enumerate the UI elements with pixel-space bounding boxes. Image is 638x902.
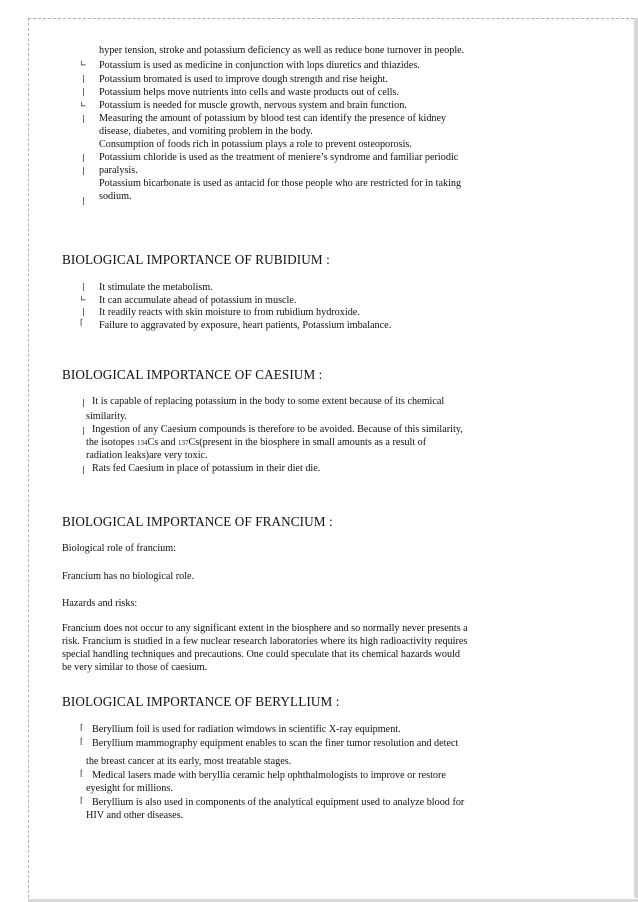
paragraph-line: special handling techniques and precautions. One could speculate that its chemical hazards would: [62, 649, 461, 660]
subheading: Biological role of francium:: [62, 543, 177, 554]
paragraph-line: Francium does not occur to any significant extent in the biosphere and so normally never presents a: [62, 623, 468, 634]
list-item: Ingestion of any Caesium compounds is therefore to be avoided. Because of this similarity,: [92, 424, 463, 435]
bullet-icon: |: [82, 196, 85, 205]
section-heading: BIOLOGICAL IMPORTANCE OF CAESIUM :: [62, 367, 323, 382]
list-item: Beryllium mammography equipment enables to scan the finer tumor resolution and detect: [92, 738, 459, 749]
list-item: hyper tension, stroke and potassium deficiency as well as reduce bone turnover in people.: [99, 45, 465, 56]
bullet-icon: |: [82, 426, 85, 435]
subheading: Hazards and risks:: [62, 598, 138, 609]
list-item: HIV and other diseases.: [86, 810, 184, 821]
isotope-line: [86, 437, 426, 449]
bullet-icon: ⌈: [80, 723, 84, 732]
section-heading: BIOLOGICAL IMPORTANCE OF FRANCIUM :: [62, 514, 333, 529]
list-item: disease, diabetes, and vomiting problem in the body.: [99, 126, 313, 137]
isotope-text: Cs and: [147, 437, 176, 448]
isotope-mass-137: 137: [178, 439, 189, 447]
list-item: Potassium bromated is used to improve dough strength and rise height.: [99, 74, 388, 85]
bullet-icon: |: [82, 166, 85, 175]
list-item: similarity.: [86, 411, 127, 422]
paragraph-line: risk. Francium is studied in a few nuclear research laboratories where its high radioactivity requires: [62, 636, 468, 647]
bullet-icon: ∟: [80, 294, 87, 303]
list-item: Potassium helps move nutrients into cells and waste products out of cells.: [99, 87, 399, 98]
list-item: Beryllium is also used in components of the analytical equipment used to analyze blood for: [92, 797, 465, 808]
bullet-icon: |: [82, 398, 85, 407]
bullet-icon: |: [82, 465, 85, 474]
list-item: the breast cancer at its early, most treatable stages.: [86, 756, 292, 767]
list-item: Potassium is needed for muscle growth, nervous system and brain function.: [99, 100, 407, 111]
paragraph-line: be very similar to those of caesium.: [62, 662, 208, 673]
list-item: It can accumulate ahead of potassium in muscle.: [99, 295, 297, 306]
bullet-icon: |: [82, 114, 85, 123]
bullet-icon: |: [82, 87, 85, 96]
list-item: Rats fed Caesium in place of potassium in their diet die.: [92, 463, 321, 474]
list-item: It readily reacts with skin moisture to from rubidium hydroxide.: [99, 307, 360, 318]
bullet-icon: ⌈: [80, 318, 84, 327]
bullet-icon: ∟: [80, 100, 87, 109]
section-heading: BIOLOGICAL IMPORTANCE OF BERYLLIUM :: [62, 694, 340, 709]
list-item: Medical lasers made with beryllia ceramic help ophthalmologists to improve or restore: [92, 770, 446, 781]
isotope-mass-134: 134: [136, 439, 148, 447]
list-item: paralysis.: [99, 165, 138, 176]
isotope-text: Cs(present in the biosphere in small amounts as a result of: [188, 437, 427, 448]
bullet-icon: ∟: [80, 59, 87, 68]
list-item: It is capable of replacing potassium in the body to some extent because of its chemical: [92, 396, 445, 407]
list-item: sodium.: [99, 191, 132, 202]
list-item: radiation leaks)are very toxic.: [86, 450, 208, 461]
bullet-icon: |: [82, 74, 85, 83]
bullet-icon: |: [82, 307, 85, 316]
list-item: It stimulate the metabolism.: [99, 282, 213, 293]
list-item: Potassium bicarbonate is used as antacid for those people who are restricted for in taking: [99, 178, 462, 189]
bullet-icon: ⌈: [80, 796, 84, 805]
bullet-icon: ⌈: [80, 769, 84, 778]
paragraph: Francium has no biological role.: [62, 571, 195, 582]
bullet-icon: |: [82, 282, 85, 291]
list-item: Consumption of foods rich in potassium plays a role to prevent osteoporosis.: [99, 139, 412, 150]
bullet-icon: ⌈: [80, 737, 84, 746]
list-item: Beryllium foil is used for radiation wimdows in scientific X-ray equipment.: [92, 724, 401, 735]
page-shadow-right: [634, 18, 638, 898]
list-item: Failure to aggravated by exposure, heart patients, Potassium imbalance.: [99, 320, 392, 331]
list-item: eyesight for millions.: [86, 783, 173, 794]
section-heading: BIOLOGICAL IMPORTANCE OF RUBIDIUM :: [62, 252, 330, 267]
isotope-text: the isotopes: [86, 437, 135, 448]
bullet-icon: |: [82, 153, 85, 162]
list-item: Potassium is used as medicine in conjunction with lops diuretics and thiazides.: [99, 60, 420, 71]
list-item: Measuring the amount of potassium by blood test can identify the presence of kidney: [99, 113, 447, 124]
list-item: Potassium chloride is used as the treatment of meniere’s syndrome and familiar periodic: [99, 152, 459, 163]
